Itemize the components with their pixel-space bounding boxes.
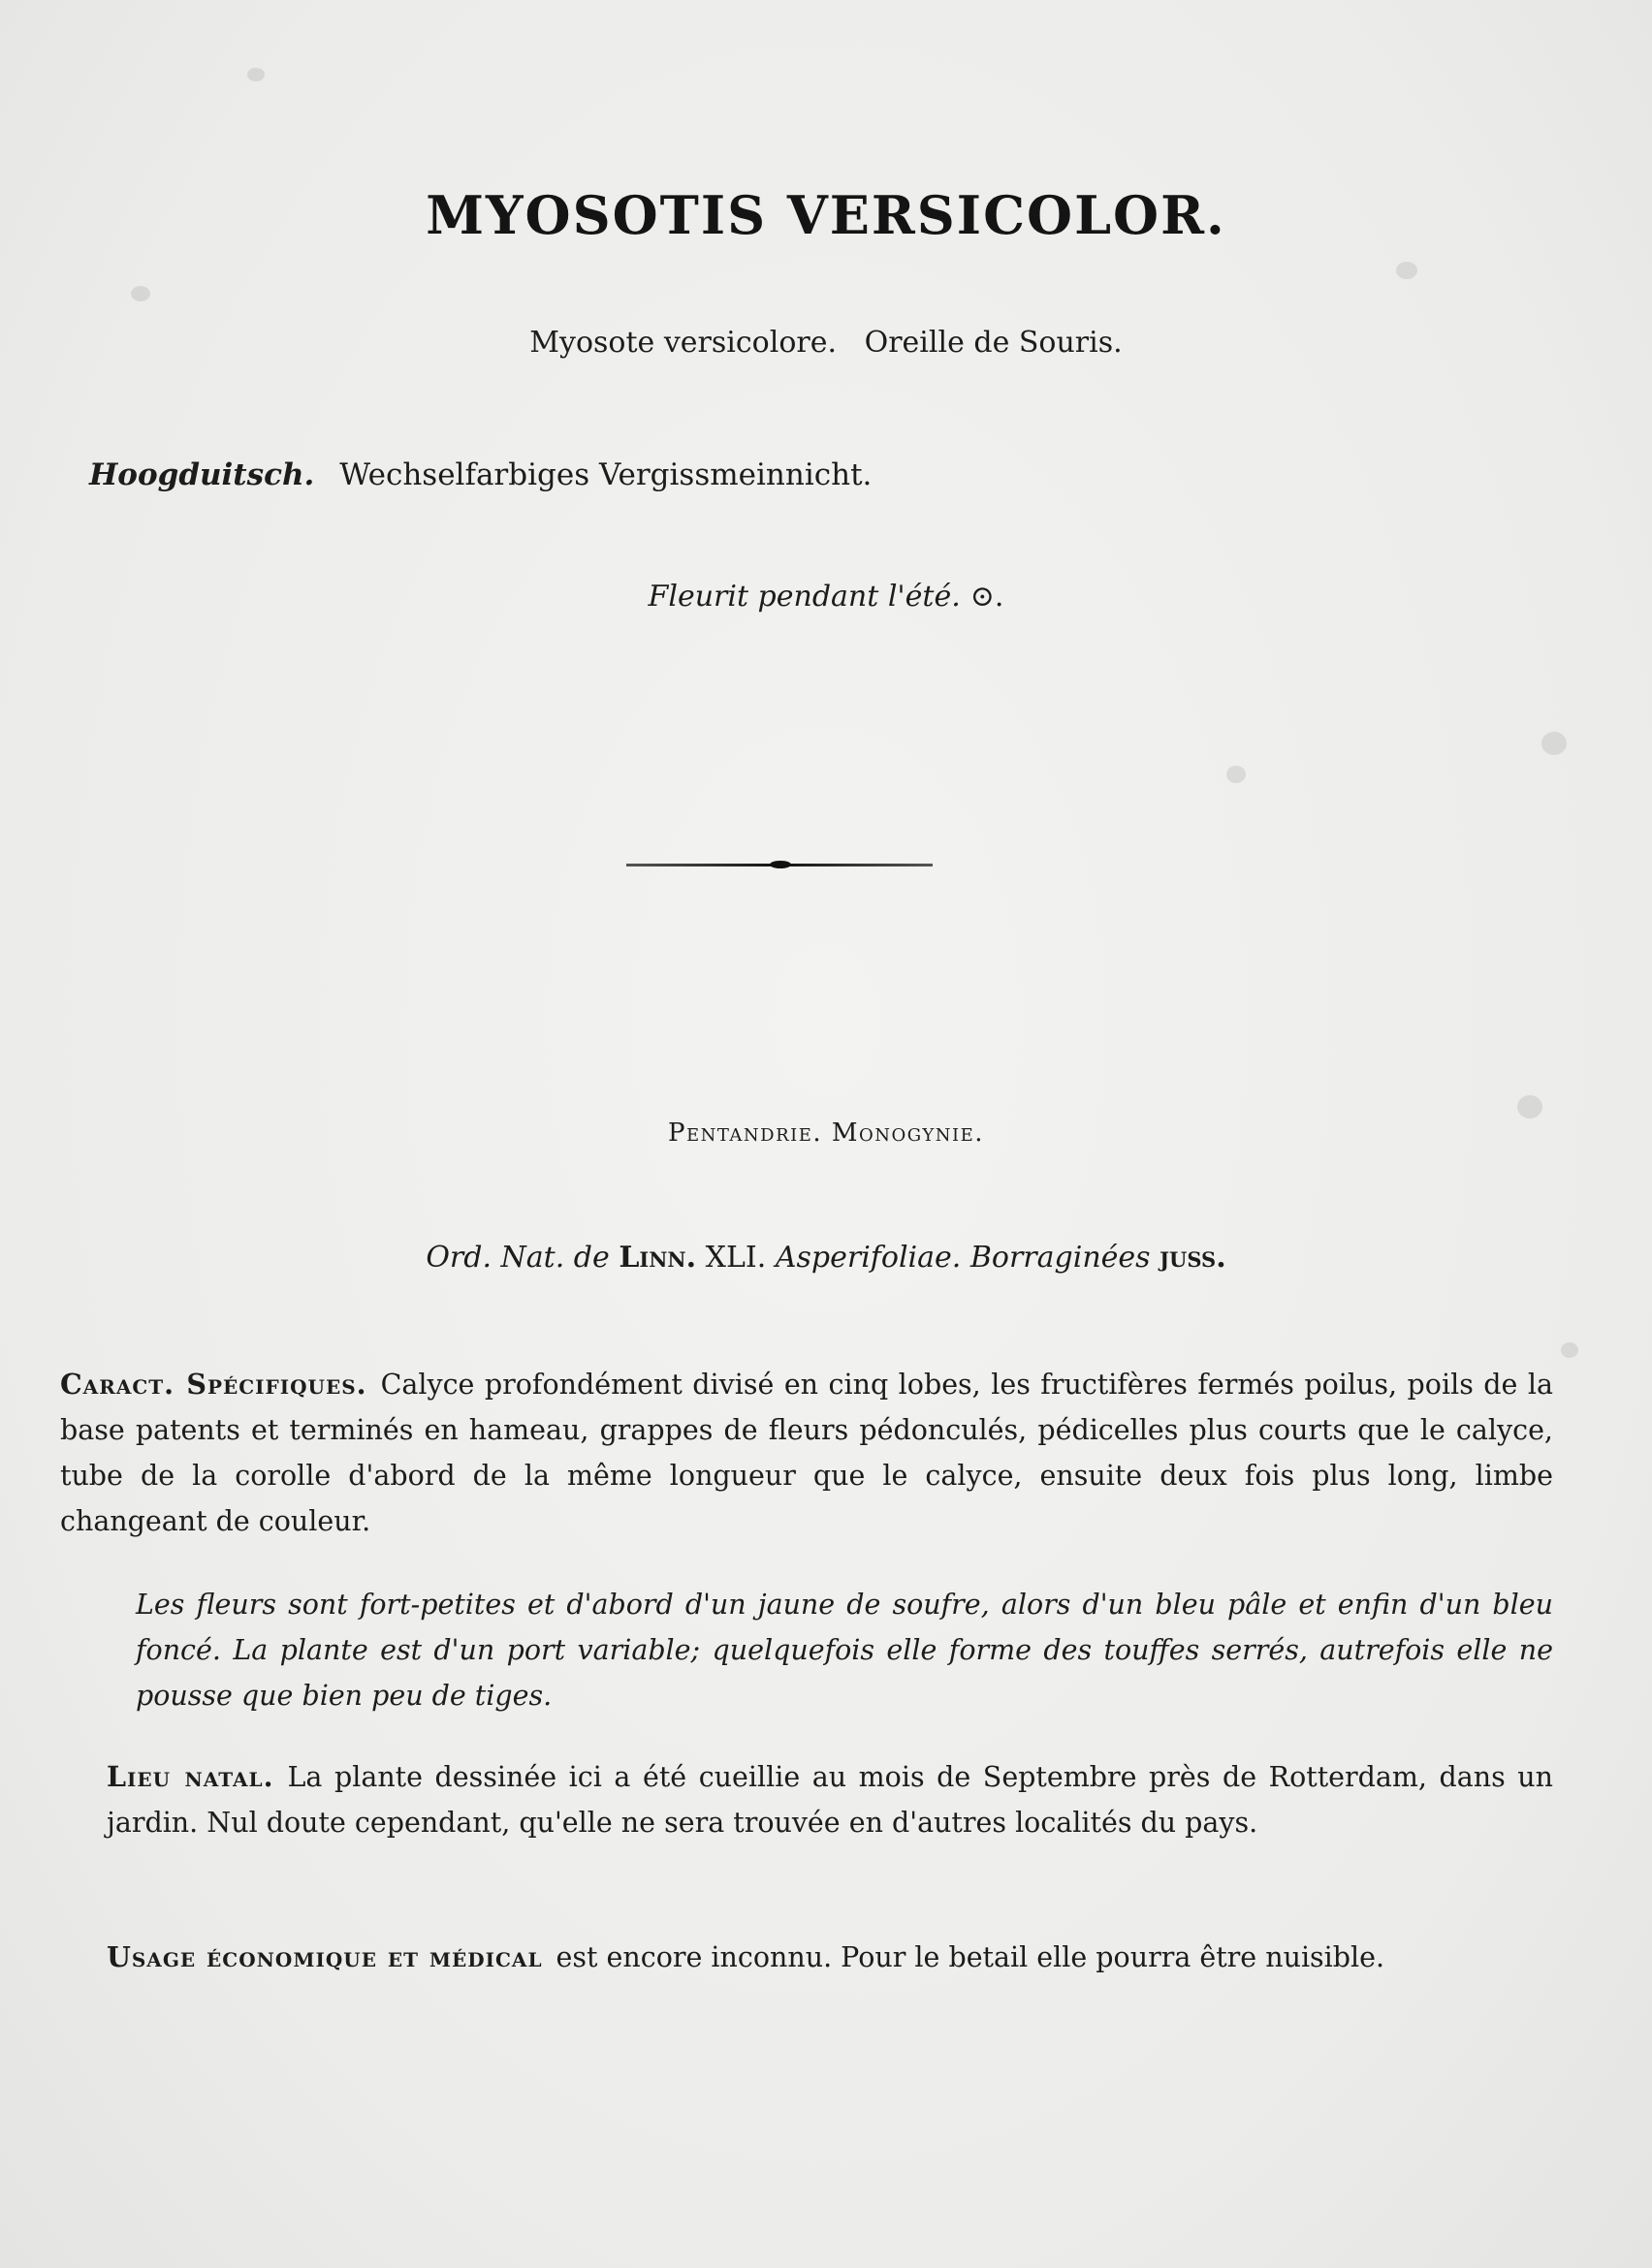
paper-spot bbox=[247, 68, 265, 81]
german-name: Wechselfarbiges Vergissmeinnicht. bbox=[339, 457, 873, 492]
description-paragraph: Les fleurs sont fort-petites et d'abord d'un jaune de soufre, alors d'un bleu pâle et enfin d'un bleu foncé. La plante est d'un port variable; quelquefois elle forme des touffes serrés, autrefois elle ne pousse que bien peu de tiges. bbox=[136, 1589, 1553, 1712]
german-label: Hoogduitsch. bbox=[89, 457, 315, 492]
usage-paragraph bbox=[107, 1935, 1553, 1980]
caract-heading: Caract. Spécifiques. bbox=[60, 1368, 367, 1401]
ord-juss: juss. bbox=[1160, 1241, 1226, 1275]
usage-text: est encore inconnu. Pour le betail elle pourra être nuisible. bbox=[556, 1941, 1385, 1973]
ord-number: XLI. bbox=[696, 1241, 776, 1275]
paper-spot bbox=[131, 286, 150, 301]
lieu-heading: Lieu natal. bbox=[107, 1760, 274, 1793]
ord-family: Asperifoliae. Borraginées bbox=[775, 1241, 1160, 1275]
paper-spot bbox=[1226, 766, 1246, 783]
bloom-text: Fleurit pendant l'été. bbox=[648, 580, 961, 614]
natural-order-line bbox=[0, 1241, 1652, 1275]
annual-symbol-icon: ⊙. bbox=[969, 580, 1004, 614]
german-name-line bbox=[89, 457, 872, 492]
ord-linn: Linn. bbox=[619, 1241, 697, 1275]
paper-spot bbox=[1517, 1095, 1542, 1118]
usage-heading: Usage économique et médical bbox=[107, 1940, 543, 1973]
ord-prefix: Ord. Nat. de bbox=[426, 1241, 620, 1275]
habitat-paragraph bbox=[107, 1754, 1553, 1845]
bloom-line bbox=[0, 580, 1652, 614]
specific-characters-paragraph bbox=[60, 1362, 1553, 1544]
paper-spot bbox=[1561, 1342, 1578, 1358]
paper-spot bbox=[1396, 262, 1417, 279]
ornamental-rule-center bbox=[770, 861, 791, 868]
paper-spot bbox=[1541, 732, 1567, 755]
caract-text: Calyce profondément divisé en cinq lobes, les fructifères fermés poilus, poils de la base patents et terminés en hameau, grappes de fleurs pédonculés, pédicelles plus courts que le calyce, tube de la corolle d'abord de la même longueur que le calyce, ensuite deux fois plus long, limbe changeant de couleur. bbox=[60, 1369, 1553, 1537]
lieu-text: La plante dessinée ici a été cueillie au mois de Septembre près de Rotterdam, dans un jardin. Nul doute cependant, qu'elle ne sera trouvée en d'autres localités du pays. bbox=[107, 1761, 1553, 1839]
french-names: Myosote versicolore. Oreille de Souris. bbox=[529, 326, 1123, 360]
page-title: MYOSOTIS VERSICOLOR. bbox=[426, 184, 1226, 246]
linnaean-class: Pentandrie. Monogynie. bbox=[667, 1118, 984, 1148]
